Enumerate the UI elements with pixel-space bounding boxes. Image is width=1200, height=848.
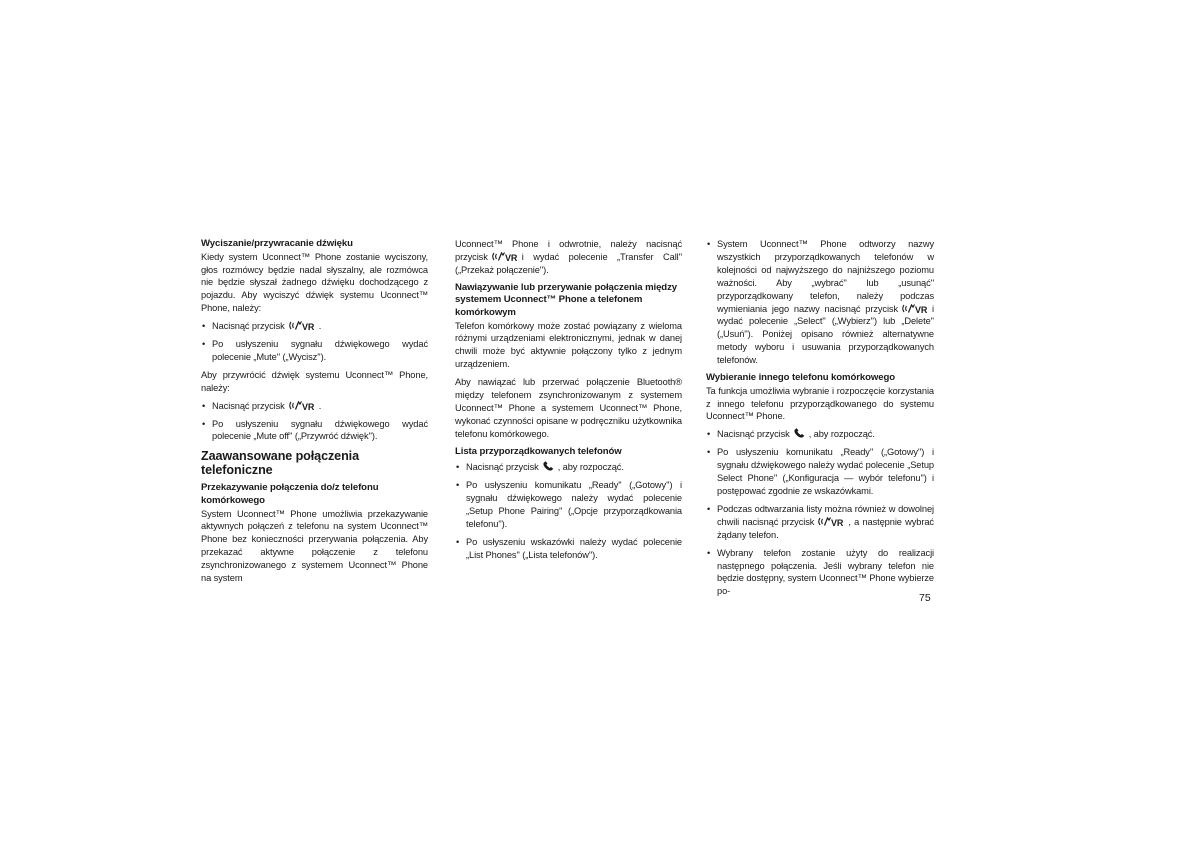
list-item <box>201 320 428 333</box>
bullet-text: Nacisnąć przycisk <box>466 462 539 473</box>
paragraph-mute: Kiedy system Uconnect™ Phone zostanie wyciszony, głos rozmówcy będzie nadal słyszalny, ale rozmówca nie będzie słyszał żadnego dźwięku dochodzącego z pojazdu. Aby wyciszyć dźwięk systemu Uconnect™ Phone, należy: <box>201 251 428 314</box>
voice-recognition-icon <box>491 251 519 262</box>
list-item: • Po usłyszeniu sygnału dźwiękowego wydać polecenie „Mute'' („Wycisz''). <box>201 338 428 364</box>
column-1 <box>201 238 428 585</box>
column-2 <box>455 238 682 562</box>
paragraph-text: Uconnect™ Phone i odwrotnie, należy nacisnąć przycisk <box>455 239 682 262</box>
phone-handset-icon <box>542 461 555 472</box>
bullet-text: Nacisnąć przycisk <box>212 400 285 411</box>
bullet-text: . <box>318 321 322 332</box>
paragraph-select-other-phone: Ta funkcja umożliwia wybranie i rozpoczęcie korzystania z innego telefonu przyporządkowanego do systemu Uconnect™ Phone. <box>706 385 934 422</box>
bullet-text: , a następnie wybrać żądany telefon. <box>717 516 934 540</box>
list-item <box>201 400 428 413</box>
heading-select-other-phone: Wybieranie innego telefonu komórkowego <box>706 372 895 384</box>
heading-mute: Wyciszanie/przywracanie dźwięku <box>201 238 353 249</box>
page-number: 75 <box>919 592 931 604</box>
phone-handset-icon <box>793 428 806 439</box>
heading-advanced-calls: Zaawansowane połączenia telefoniczne <box>201 449 359 478</box>
paragraph-connect-2: Aby nawiązać lub przerwać połączenie Bluetooth® między telefonem zsynchronizowanym z systemem Uconnect™ Phone a systemem Uconnect™ Phone, wykonać czynności opisane w podręczniku użytkownika telefonu komórkowego. <box>455 377 682 439</box>
column-3 <box>706 238 934 598</box>
list-item <box>706 238 934 367</box>
paragraph-transfer-continued <box>455 238 682 277</box>
paragraph-text: i wydać polecenie „Transfer Call'' („Przekaż połączenie''). <box>455 251 682 275</box>
bullet-text: System Uconnect™ Phone odtworzy nazwy wszystkich przyporządkowanych telefonów w kolejności od najwyższego do najniższego poziomu ważności. Aby „wybrać'' lub „usunąć'' przyporządkowany telefon, należy podczas wymieniania jego nazwy nacisnąć przycisk <box>717 239 934 314</box>
list-item: • Po usłyszeniu wskazówki należy wydać polecenie „List Phones'' („Lista telefonów''). <box>455 536 682 562</box>
paragraph-connect-1: Telefon komórkowy może zostać powiązany z wieloma różnymi urządzeniami elektronicznymi, jednak w danej chwili może być aktywnie połączony tylko z jednym urządzeniem. <box>455 320 682 370</box>
heading-transfer: Przekazywanie połączenia do/z telefonu komórkowego <box>201 482 379 506</box>
paragraph-transfer: System Uconnect™ Phone umożliwia przekazywanie aktywnych połączeń z telefonu na system Uconnect™ Phone bez konieczności przerywania połączenia. Aby przekazać aktywne połączenie z telefonu zsynchronizowanego z systemem Uconnect™ Phone na system <box>201 508 428 584</box>
voice-recognition-icon <box>901 303 929 314</box>
list-item <box>455 461 682 474</box>
paragraph-unmute: Aby przywrócić dźwięk systemu Uconnect™ Phone, należy: <box>201 369 428 393</box>
bullet-text: Nacisnąć przycisk <box>717 429 790 440</box>
bullet-text: i wydać polecenie „Select'' („Wybierz'') lub „Delete'' („Usuń''). Poniżej opisano również alternatywne metody wyboru i usuwania przyporządkowanych telefonów. <box>717 303 934 366</box>
list-item: • Wybrany telefon zostanie użyty do realizacji następnego połączenia. Jeśli wybrany telefon nie będzie dostępny, system Uconnect™ Phone wybierze po- <box>706 547 934 599</box>
list-item <box>706 428 934 441</box>
list-item: • Po usłyszeniu komunikatu „Ready'' („Gotowy'') i sygnału dźwiękowego należy wydać polecenie „Setup Phone Pairing'' („Opcje przyporządkowania telefonu''). <box>455 479 682 531</box>
voice-recognition-icon <box>288 400 316 411</box>
bullet-text: Nacisnąć przycisk <box>212 321 285 332</box>
bullet-text: , aby rozpocząć. <box>557 462 624 473</box>
voice-recognition-icon <box>288 320 316 331</box>
heading-phone-list: Lista przyporządkowanych telefonów <box>455 445 622 457</box>
bullet-text: , aby rozpocząć. <box>808 429 875 440</box>
bullet-text: Podczas odtwarzania listy można również w dowolnej chwili nacisnąć przycisk <box>717 503 934 527</box>
list-item: • Po usłyszeniu komunikatu „Ready'' („Gotowy'') i sygnału dźwiękowego należy wydać polecenie „Setup Select Phone'' („Konfiguracja — wybór telefonu'') i postępować zgodnie ze wskazówkami. <box>706 446 934 498</box>
voice-recognition-icon <box>817 516 845 527</box>
bullet-text: . <box>318 400 322 411</box>
list-item: • Po usłyszeniu sygnału dźwiękowego wydać polecenie „Mute off'' („Przywróć dźwięk''). <box>201 418 428 444</box>
list-item <box>706 503 934 542</box>
heading-connect: Nawiązywanie lub przerywanie połączenia między systemem Uconnect™ Phone a telefonem komórkowym <box>455 281 677 318</box>
